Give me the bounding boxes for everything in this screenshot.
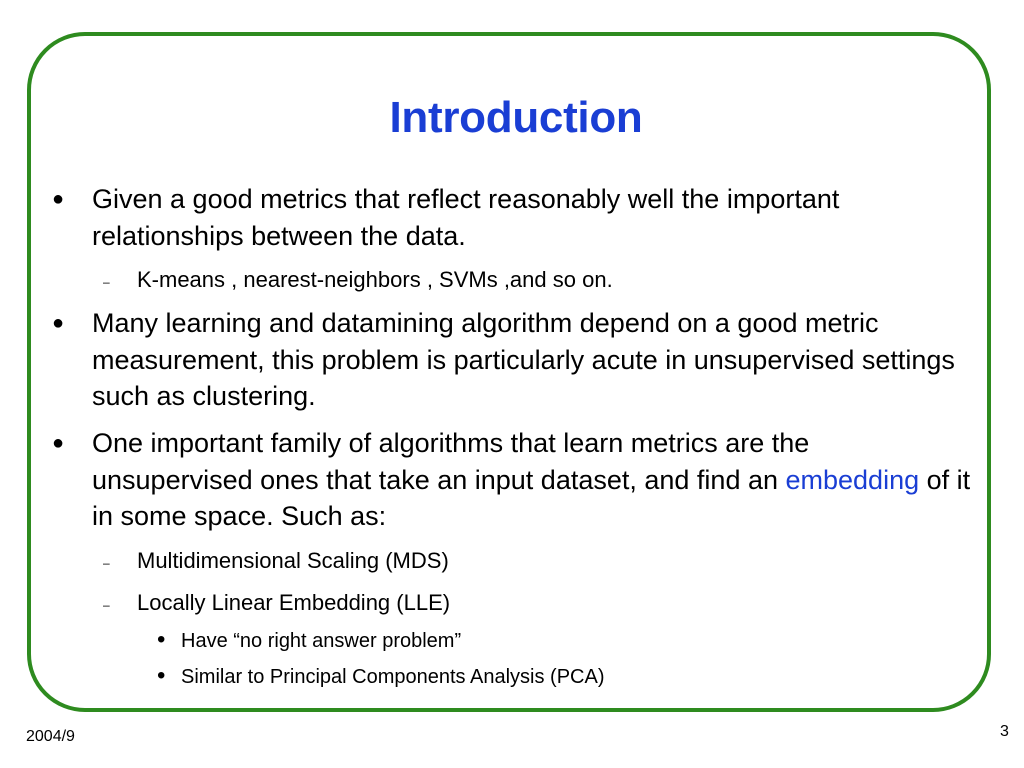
sub-sub-bullet-item-2 — [157, 662, 961, 690]
bullet-text-end: of it in some space. Such as: — [92, 464, 971, 531]
bullet-item-2 — [52, 305, 972, 415]
bullet-text-start: One important family of algorithms that learn metrics are the unsupervised ones that take an input dataset, and find an — [92, 428, 810, 495]
dash-marker: – — [103, 598, 110, 612]
sub-sub-bullet-text: Similar to Principal Components Analysis (PCA) — [181, 666, 605, 688]
sub-bullet-text: K-means , nearest-neighbors , SVMs ,and so on. — [137, 267, 613, 292]
highlighted-term: embedding — [785, 464, 920, 495]
bullet-marker: ● — [52, 188, 65, 210]
bullet-item-3 — [52, 425, 972, 535]
slide-title: Introduction — [389, 93, 643, 142]
sub-bullet-text: Locally Linear Embedding (LLE) — [137, 590, 451, 615]
sub-sub-bullet-text: Have “no right answer problem” — [181, 630, 462, 652]
bullet-text: Given a good metrics that reflect reasonably well the important relationships between the data. — [92, 184, 840, 251]
sub-bullet-item-1-1 — [103, 266, 957, 294]
sub-bullet-text: Multidimensional Scaling (MDS) — [137, 548, 449, 573]
sub-bullet-item-3-2 — [103, 589, 957, 617]
footer-date: 2004/9 — [26, 728, 75, 745]
bullet-marker: ● — [52, 432, 65, 454]
bullet-text: Many learning and datamining algorithm depend on a good metric measurement, this problem is particularly acute in unsupervised settings such as clustering. — [92, 308, 955, 411]
bullet-item-1 — [52, 181, 972, 254]
dash-marker: – — [103, 275, 110, 289]
dot-marker: • — [157, 626, 166, 653]
sub-sub-bullet-item-1 — [157, 626, 961, 654]
dot-marker: • — [157, 662, 166, 689]
page-number: 3 — [1000, 723, 1009, 740]
bullet-marker: ● — [52, 312, 65, 334]
dash-marker: – — [103, 556, 110, 570]
sub-bullet-item-3-1 — [103, 547, 957, 575]
